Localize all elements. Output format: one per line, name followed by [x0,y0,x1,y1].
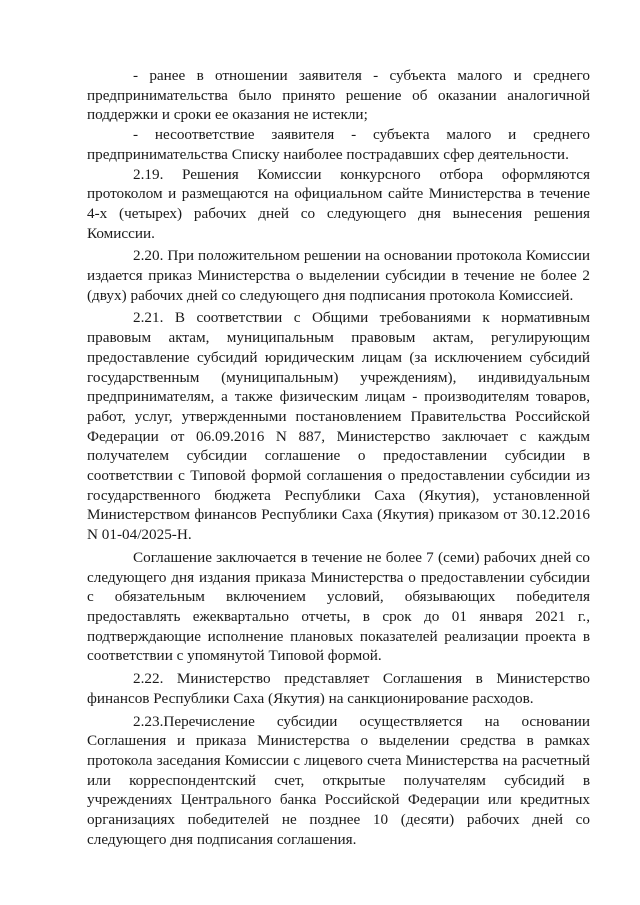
paragraph-2-19: 2.19. Решения Комиссии конкурсного отбора оформляются протоколом и размещаются на официальном сайте Министерства в течение 4-х (четырех) рабочих дней со следующего дня вынесения решения Комиссии. [87,165,590,242]
paragraph-condition-prior-support: - ранее в отношении заявителя - субъекта малого и среднего предпринимательства было принято решение об оказании аналогичной поддержки и сроки ее оказания не истекли; [87,67,590,124]
paragraph-2-23: 2.23.Перечисление субсидии осуществляется на основании Соглашения и приказа Министерства о выделении средства в рамках протокола заседания Комиссии с лицевого счета Министерства на расчетный или корреспондентский счет, открытые получателям субсидий в учреждениях Центрального банка Российской Федерации или кредитных организациях победителей не позднее 10 (десяти) рабочих дней со следующего дня подписания соглашения. [87,712,590,848]
paragraph-condition-sector-mismatch: - несоответствие заявителя - субъекта малого и среднего предпринимательства Списку наиболее пострадавших сфер деятельности. [87,126,590,163]
paragraph-2-20: 2.20. При положительном решении на основании протокола Комиссии издается приказ Министерства о выделении субсидии в течение не более 2 (двух) рабочих дней со следующего дня подписания протокола Комиссией. [87,247,590,304]
paragraph-agreement-terms: Соглашение заключается в течение не более 7 (семи) рабочих дней со следующего дня издания приказа Министерства о предоставлении субсидии с обязательным включением условий, обязывающих победителя предоставлять ежеквартально отчеты, в срок до 01 января 2021 г., подтверждающие исполнение плановых показателей реализации проекта в соответствии с упомянутой Типовой формой. [87,548,590,665]
paragraph-2-22: 2.22. Министерство представляет Соглашения в Министерство финансов Республики Саха (Якутия) на санкционирование расходов. [87,670,590,707]
paragraph-2-21: 2.21. В соответствии с Общими требованиями к нормативным правовым актам, муниципальным правовым актам, регулирующим предоставление субсидий юридическим лицам (за исключением субсидий государственным (муниципальным) учреждениям), индивидуальным предпринимателям, а также физическим лицам - производителям товаров, работ, услуг, утвержденными постановлением Правительства Российской Федерации от 06.09.2016 N 887, Министерство заключает с каждым получателем субсидии соглашение о предоставлении субсидии в соответствии с Типовой формой соглашения о предоставлении субсидии из государственного бюджета Республики Саха (Якутия), установленной Министерством финансов Республики Саха (Якутия) приказом от 30.12.2016 N 01-04/2025-Н. [87,309,590,544]
